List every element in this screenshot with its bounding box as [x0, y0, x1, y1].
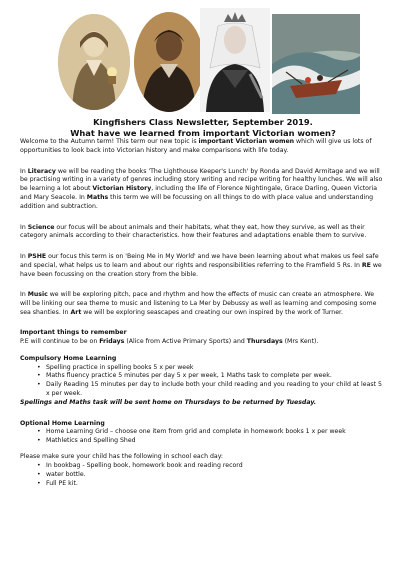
newsletter-title: Kingfishers Class Newsletter, September 2019.: [93, 117, 313, 127]
science-text-2: our focus will be about animals and their habitats, what they eat, how they survive, as well as their category animals according to their characteristics. how their features and adaptations enable them to survive.: [20, 223, 367, 240]
list-item: • Spelling practice in spelling books 5 x per week: [37, 364, 386, 373]
painting-rowing-boat-image: [272, 14, 360, 114]
literacy-text-3: , including the life of Florence Nightingale, Grace Darling, Queen Victoria and Mary Seacole. In: [20, 185, 378, 202]
music-text-3: we will be exploring seascapes and creating our own inspired by the work of Turner.: [81, 308, 343, 316]
intro-paragraph: [20, 138, 386, 156]
science-text: In: [20, 223, 28, 231]
pshe-paragraph: [20, 253, 386, 280]
pshe-label: PSHE: [27, 252, 47, 260]
school-items-list: [20, 462, 386, 489]
pe-text-3: (Mrs Kent).: [282, 338, 319, 346]
important-heading: Important things to remember: [20, 329, 127, 337]
list-item: • In bookbag - Spelling book, homework book and reading record: [37, 462, 386, 471]
header-images: [58, 8, 358, 116]
science-paragraph: [20, 224, 386, 242]
list-item: • Full PE kit.: [37, 480, 386, 489]
music-text-2: we will be exploring pitch, pace and rhythm and how the effects of music can create an atmosphere. We will be linking our sea theme to music and listening to La Mer by Debussy as well as learning and composing some sea shanties. In: [20, 291, 377, 316]
list-item: • Maths fluency practice 5 minutes per day 5 x per week, 1 Maths task to complete per week.: [37, 372, 386, 381]
victorian-history-label: Victorian History: [92, 185, 152, 193]
portrait-queen-victoria-image: [200, 8, 270, 112]
science-label: Science: [27, 223, 55, 231]
intro-topic: important Victorian women: [198, 138, 295, 146]
maths-label: Maths: [86, 194, 109, 202]
pshe-text-3: we have been focussing on the creation story from the bible.: [20, 261, 382, 278]
music-paragraph: [20, 291, 386, 318]
list-item: • Daily Reading 15 minutes per day to include both your child reading and you reading to your child at least 5 x per week.: [37, 381, 386, 399]
list-item: • water bottle.: [37, 471, 386, 480]
newsletter-body: [20, 117, 386, 489]
pe-day-fridays: Fridays: [99, 338, 125, 346]
intro-text: Welcome to the Autumn term! This term our new topic is: [20, 138, 199, 146]
school-items-intro: Please make sure your child has the following in school each day:: [20, 453, 223, 461]
list-item: • Home Learning Grid – choose one item from grid and complete in homework books 1 x per week: [37, 428, 386, 437]
intro-text-end: which will give us lots of opportunities to look back into Victorian history and make comparisons with life today.: [20, 138, 372, 155]
optional-heading: Optional Home Learning: [20, 419, 105, 427]
pe-text: P.E will continue to be on: [20, 338, 100, 346]
optional-list: [20, 428, 386, 446]
pshe-text-2: our focus this term is on 'Being Me in My World' and we have been learning about what makes us feel safe and special, what helps us to learn and about our rights and responsibilities referring to the Framfield 5 Rs. In: [20, 252, 379, 269]
literacy-label: Literacy: [27, 167, 56, 175]
literacy-paragraph: [20, 168, 386, 213]
portrait-mary-seacole-image: [134, 12, 204, 112]
re-label: RE: [361, 261, 371, 269]
literacy-text-2: we will be reading the books 'The Lighthouse Keeper's Lunch' by Ronda and David Armitage and we will be practising writing in a variety of genres including story writing and recipe writing for healthy lunches. We will also be learning a lot about: [20, 167, 383, 193]
portrait-woman-with-lamp-image: [58, 14, 130, 110]
art-label: Art: [70, 308, 82, 316]
compulsory-list: [20, 364, 386, 400]
compulsory-heading: Compulsory Home Learning: [20, 354, 117, 362]
music-text: In: [20, 291, 28, 299]
pshe-text: In: [20, 252, 28, 260]
music-label: Music: [27, 291, 48, 299]
literacy-text-4: this term we will be focussing on all things to do with place value and understanding addition and subtraction.: [20, 194, 374, 211]
pe-paragraph: [20, 338, 386, 347]
newsletter-subtitle: What have we learned from important Victorian women?: [70, 127, 336, 138]
pe-text-2: (Alice from Active Primary Sports) and: [124, 338, 247, 346]
list-item: • Mathletics and Spelling Shed: [37, 437, 386, 446]
pe-day-thursdays: Thursdays: [246, 338, 283, 346]
literacy-text: In: [20, 167, 28, 175]
spellings-note: Spellings and Maths task will be sent home on Thursdays to be returned by Tuesday.: [20, 399, 317, 407]
